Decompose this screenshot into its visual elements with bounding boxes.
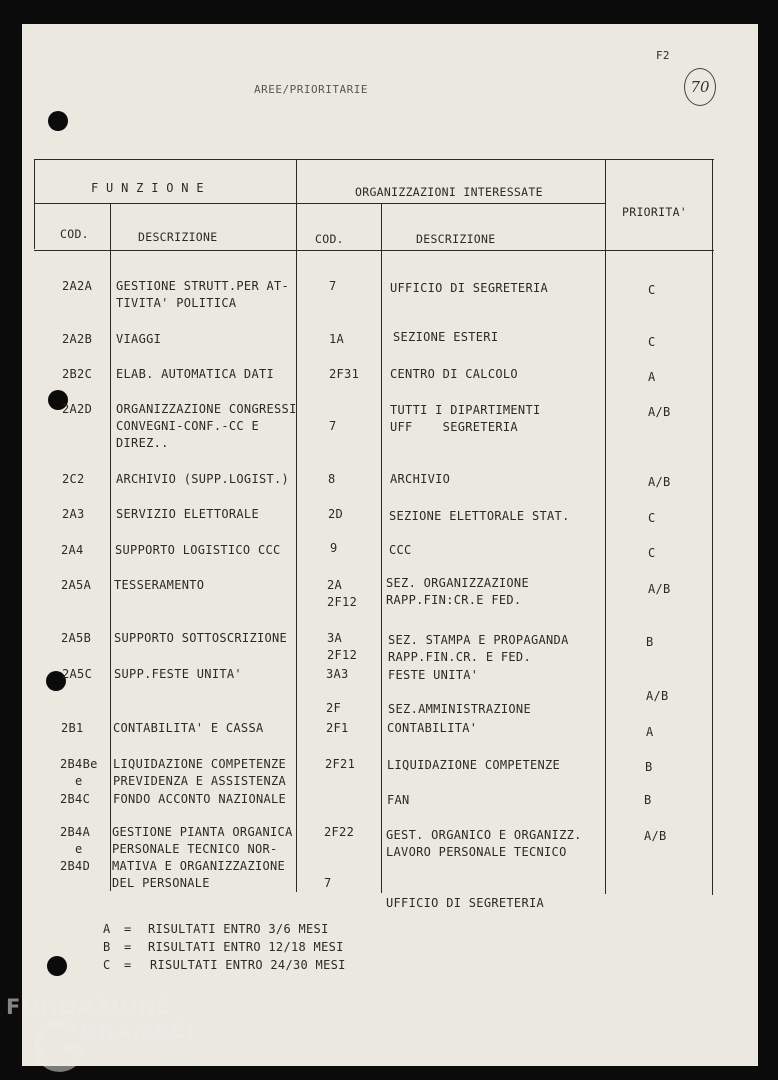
row-desc: SUPPORTO LOGISTICO CCC	[115, 543, 281, 557]
row-org-cod: 9	[330, 541, 338, 555]
legend-key: B	[103, 940, 111, 954]
watermark-line2: GRAMSCI	[80, 1019, 196, 1043]
row-priority: A/B	[644, 829, 667, 843]
punch-hole	[47, 956, 67, 976]
row-desc: TESSERAMENTO	[114, 578, 205, 592]
legend-text: RISULTATI ENTRO 12/18 MESI	[148, 940, 344, 954]
row-cod: 2A2A	[62, 279, 93, 293]
row-priority: C	[648, 546, 656, 560]
row-desc: ELAB. AUTOMATICA DATI	[116, 367, 275, 381]
header-cod-organizzazione: COD.	[315, 232, 344, 246]
row-org-desc: CCC	[389, 543, 412, 557]
legend-equals: =	[124, 940, 132, 954]
row-cod: 2B2C	[62, 367, 93, 381]
row-org-cod: 2F22 7	[324, 825, 355, 890]
row-org-desc: SEZIONE ESTERI	[393, 330, 499, 344]
page-code: F2	[656, 49, 670, 62]
row-priority: C	[648, 335, 656, 349]
legend-equals: =	[124, 922, 132, 936]
row-priority: A/B	[648, 405, 671, 419]
header-funzione: F U N Z I O N E	[91, 181, 204, 195]
row-desc: ARCHIVIO (SUPP.LOGIST.)	[116, 472, 290, 486]
header-organizzazioni: ORGANIZZAZIONI INTERESSATE	[355, 185, 543, 199]
row-cod: 2A5C	[62, 667, 93, 681]
row-cod: 2B4C	[60, 792, 91, 806]
header-desc-funzione: DESCRIZIONE	[138, 230, 218, 244]
row-desc: CONTABILITA' E CASSA	[113, 721, 264, 735]
row-org-desc: CENTRO DI CALCOLO	[390, 367, 518, 381]
table-top-border	[34, 159, 714, 160]
punch-hole	[48, 111, 68, 131]
row-priority: A	[648, 370, 656, 384]
legend-key: A	[103, 922, 111, 936]
legend-text: RISULTATI ENTRO 3/6 MESI	[148, 922, 329, 936]
row-priority: A	[646, 725, 654, 739]
row-cod: 2A4	[61, 543, 84, 557]
row-cod: 2A5B	[61, 631, 92, 645]
row-desc: SUPP.FESTE UNITA'	[114, 667, 242, 681]
row-org-desc: SEZIONE ELETTORALE STAT.	[389, 509, 570, 523]
row-cod: 2A5A	[61, 578, 92, 592]
legend-equals: =	[124, 958, 132, 972]
column-divider	[110, 203, 111, 891]
row-org-cod: 3A3 2F	[326, 667, 349, 715]
row-org-cod: 1A	[329, 332, 345, 346]
row-priority: A/B	[646, 689, 669, 703]
row-org-desc: FESTE UNITA' SEZ.AMMINISTRAZIONE	[388, 668, 531, 716]
row-desc: GESTIONE STRUTT.PER AT- TIVITA' POLITICA	[116, 279, 290, 310]
header-cod-funzione: COD.	[60, 227, 89, 241]
row-desc: SUPPORTO SOTTOSCRIZIONE	[114, 631, 288, 645]
column-divider	[296, 159, 297, 892]
watermark-g-icon	[32, 1018, 84, 1074]
row-priority: A/B	[648, 582, 671, 596]
row-org-cod: 2A 2F12	[327, 578, 358, 609]
watermark-line3: onlus	[157, 1050, 184, 1061]
row-priority: A/B	[648, 475, 671, 489]
row-desc: VIAGGI	[116, 332, 162, 346]
row-priority: C	[648, 511, 656, 525]
row-desc: FONDO ACCONTO NAZIONALE	[113, 792, 287, 806]
row-desc: LIQUIDAZIONE COMPETENZE PREVIDENZA E ASSISTENZA	[113, 757, 287, 788]
row-org-desc: LIQUIDAZIONE COMPETENZE	[387, 758, 561, 772]
header-bottom-border	[34, 250, 714, 251]
row-org-desc: FAN	[387, 793, 410, 807]
row-org-desc: UFFICIO DI SEGRETERIA	[390, 281, 549, 295]
document-title: AREE/PRIORITARIE	[254, 83, 368, 96]
row-priority: B	[646, 635, 654, 649]
row-org-desc: SEZ. ORGANIZZAZIONE RAPP.FIN:CR.E FED.	[386, 576, 529, 607]
row-desc: SERVIZIO ELETTORALE	[116, 507, 259, 521]
row-cod: 2C2	[62, 472, 85, 486]
row-org-desc: SEZ. STAMPA E PROPAGANDA RAPP.FIN.CR. E FED.	[388, 633, 569, 664]
header-desc-organizzazione: DESCRIZIONE	[416, 232, 496, 246]
row-org-cod: 2F21	[325, 757, 356, 771]
row-org-cod: 8	[328, 472, 336, 486]
row-priority: C	[648, 283, 656, 297]
row-priority: B	[644, 793, 652, 807]
row-desc: GESTIONE PIANTA ORGANICA PERSONALE TECNICO NOR- MATIVA E ORGANIZZAZIONE DEL PERSONALE	[112, 825, 293, 890]
row-cod: 2A2D	[62, 402, 93, 416]
row-cod: 2A2B	[62, 332, 93, 346]
row-priority: B	[645, 760, 653, 774]
row-cod: 2B4Be e	[60, 757, 98, 788]
legend-key: C	[103, 958, 111, 972]
row-org-desc: TUTTI I DIPARTIMENTI UFF SEGRETERIA	[390, 403, 541, 434]
row-org-desc: GEST. ORGANICO E ORGANIZZ. LAVORO PERSONALE TECNICO UFFICIO DI SEGRETERIA	[386, 828, 582, 910]
row-cod: 2B1	[61, 721, 84, 735]
row-org-cod: 2D	[328, 507, 344, 521]
row-org-cod: 7	[329, 279, 337, 293]
row-org-cod: 2F31	[329, 367, 360, 381]
row-org-desc: CONTABILITA'	[387, 721, 478, 735]
handwritten-page-number: 70	[684, 68, 716, 106]
row-desc: ORGANIZZAZIONE CONGRESSI CONVEGNI-CONF.-CC E DIREZ..	[116, 402, 297, 450]
watermark-line1: FONDAZIONE	[6, 995, 173, 1019]
header-divider	[34, 203, 605, 204]
row-cod: 2B4A e 2B4D	[60, 825, 91, 873]
table-right-border	[712, 159, 713, 895]
row-cod: 2A3	[62, 507, 85, 521]
legend-text: RISULTATI ENTRO 24/30 MESI	[150, 958, 346, 972]
row-org-cod: 3A 2F12	[327, 631, 358, 662]
row-org-cod: 7	[329, 419, 337, 433]
row-org-cod: 2F1	[326, 721, 349, 735]
column-divider	[605, 159, 606, 894]
header-priorita: PRIORITA'	[622, 205, 688, 219]
row-org-desc: ARCHIVIO	[390, 472, 451, 486]
column-divider	[381, 203, 382, 893]
table-left-border	[34, 159, 35, 249]
